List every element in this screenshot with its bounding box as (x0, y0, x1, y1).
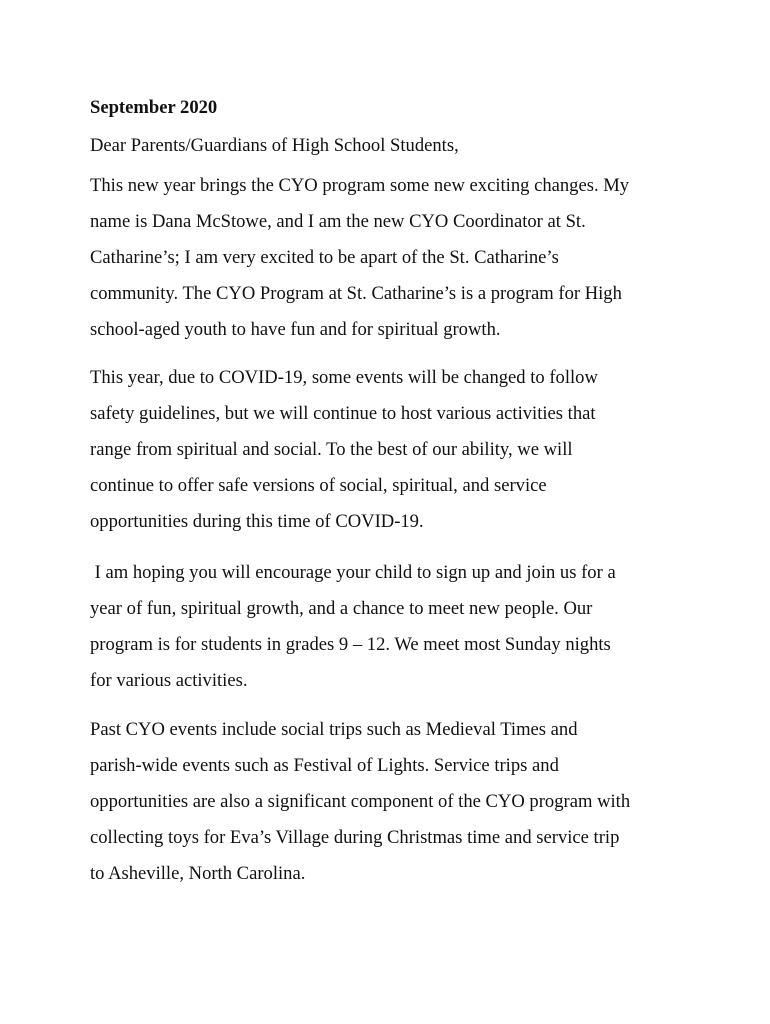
paragraph-line: collecting toys for Eva’s Village during Christmas time and service trip (90, 827, 620, 848)
letter-date: September 2020 (90, 97, 218, 118)
paragraph-line: to Asheville, North Carolina. (90, 863, 306, 884)
paragraph-line: This new year brings the CYO program some new exciting changes. My (90, 175, 630, 196)
paragraph-line: year of fun, spiritual growth, and a chance to meet new people. Our (90, 598, 593, 619)
paragraph-line: program is for students in grades 9 – 12. We meet most Sunday nights (90, 634, 611, 655)
paragraph-line: for various activities. (90, 670, 248, 691)
paragraph-line: This year, due to COVID-19, some events will be changed to follow (90, 367, 598, 388)
paragraph-line: Catharine’s; I am very excited to be apart of the St. Catharine’s (90, 247, 559, 268)
paragraph-line: name is Dana McStowe, and I am the new CYO Coordinator at St. (90, 211, 586, 232)
paragraph-encouragement (90, 555, 690, 699)
paragraph-line: parish-wide events such as Festival of Lights. Service trips and (90, 755, 559, 776)
paragraph-line: continue to offer safe versions of social, spiritual, and service (90, 475, 547, 496)
paragraph-covid-changes (90, 360, 690, 540)
paragraph-line: opportunities are also a significant component of the CYO program with (90, 791, 631, 812)
paragraph-line: safety guidelines, but we will continue to host various activities that (90, 403, 596, 424)
paragraph-line: community. The CYO Program at St. Catharine’s is a program for High (90, 283, 622, 304)
paragraph-line: opportunities during this time of COVID-19. (90, 511, 424, 532)
paragraph-line: Past CYO events include social trips such as Medieval Times and (90, 719, 578, 740)
paragraph-line: I am hoping you will encourage your child to sign up and join us for a (90, 562, 616, 583)
paragraph-past-events (90, 712, 690, 892)
paragraph-line: school-aged youth to have fun and for spiritual growth. (90, 319, 501, 340)
paragraph-line: range from spiritual and social. To the best of our ability, we will (90, 439, 573, 460)
letter-salutation: Dear Parents/Guardians of High School Students, (90, 135, 459, 156)
paragraph-introduction (90, 168, 690, 348)
